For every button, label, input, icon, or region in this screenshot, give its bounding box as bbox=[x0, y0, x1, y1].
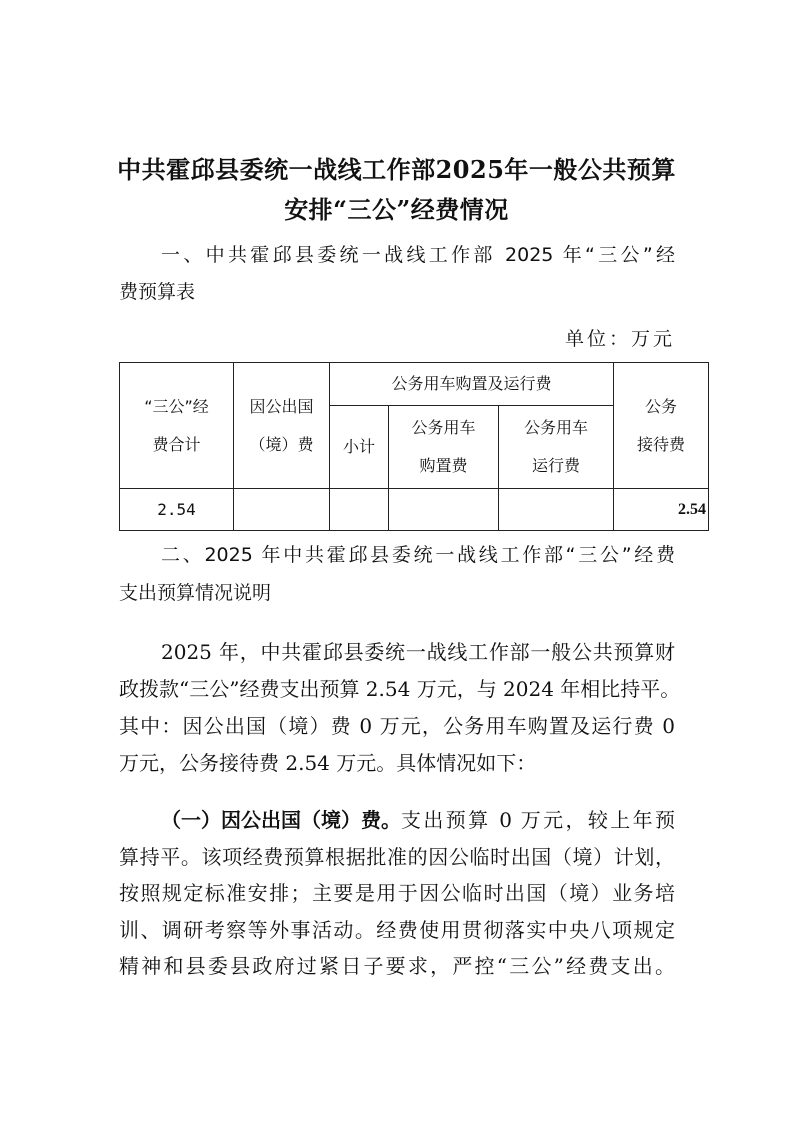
paragraph-1-line: 政拨款“三公”经费支出预算 2.54 万元，与 2024 年相比持平。 bbox=[119, 677, 681, 701]
paragraph-2-line: 按照规定标准安排；主要是用于因公临时出国（境）业务培 bbox=[119, 881, 675, 905]
header-total: “三公”经 费合计 bbox=[120, 363, 234, 489]
document-title-line-2: 安排“三公”经费情况 bbox=[284, 195, 509, 224]
paragraph-1-line: 万元，公务接待费 2.54 万元。具体情况如下： bbox=[119, 751, 537, 775]
header-subtotal: 小计 bbox=[330, 406, 389, 489]
paragraph-1-line: 2025 年，中共霍邱县委统一战线工作部一般公共预算财 bbox=[161, 640, 675, 664]
header-purchase: 公务用车 购置费 bbox=[389, 406, 499, 489]
paragraph-1-line: 其中：因公出国（境）费 0 万元，公务用车购置及运行费 0 bbox=[119, 714, 675, 738]
cell-operation bbox=[499, 489, 614, 531]
header-abroad: 因公出国 （境）费 bbox=[234, 363, 330, 489]
unit-label: 单位：万元 bbox=[564, 328, 675, 350]
section-1-heading: 一、中共霍邱县委统一战线工作部 2025 年“三公”经 bbox=[161, 244, 675, 266]
paragraph-2-line: 训、调研考察等外事活动。经费使用贯彻落实中央八项规定 bbox=[119, 918, 675, 942]
header-reception: 公务 接待费 bbox=[614, 363, 709, 489]
paragraph-2-line: 算持平。该项经费预算根据批准的因公临时出国（境）计划， bbox=[119, 845, 675, 869]
table-row bbox=[120, 489, 709, 531]
paragraph-2-line: 精神和县委县政府过紧日子要求，严控“三公”经费支出。 bbox=[119, 954, 675, 978]
cell-total: 2.54 bbox=[120, 489, 234, 531]
subsection-1-heading: （一）因公出国（境）费。 bbox=[161, 808, 401, 832]
document-title-line-1: 中共霍邱县委统一战线工作部2025年一般公共预算 bbox=[117, 155, 676, 184]
cell-purchase bbox=[389, 489, 499, 531]
cell-abroad bbox=[234, 489, 330, 531]
paragraph-2-first-line bbox=[161, 805, 675, 835]
section-1-heading-cont: 费预算表 bbox=[119, 281, 196, 303]
cell-reception: 2.54 bbox=[614, 489, 709, 531]
paragraph-2-line: 支出预算 0 万元，较上年预 bbox=[401, 808, 675, 832]
header-vehicle-group: 公务用车购置及运行费 bbox=[330, 363, 614, 406]
section-2-heading: 二、2025 年中共霍邱县委统一战线工作部“三公”经费 bbox=[161, 544, 675, 566]
cell-subtotal bbox=[330, 489, 389, 531]
header-operation: 公务用车 运行费 bbox=[499, 406, 614, 489]
section-2-heading-cont: 支出预算情况说明 bbox=[119, 582, 272, 604]
budget-table bbox=[119, 362, 709, 531]
